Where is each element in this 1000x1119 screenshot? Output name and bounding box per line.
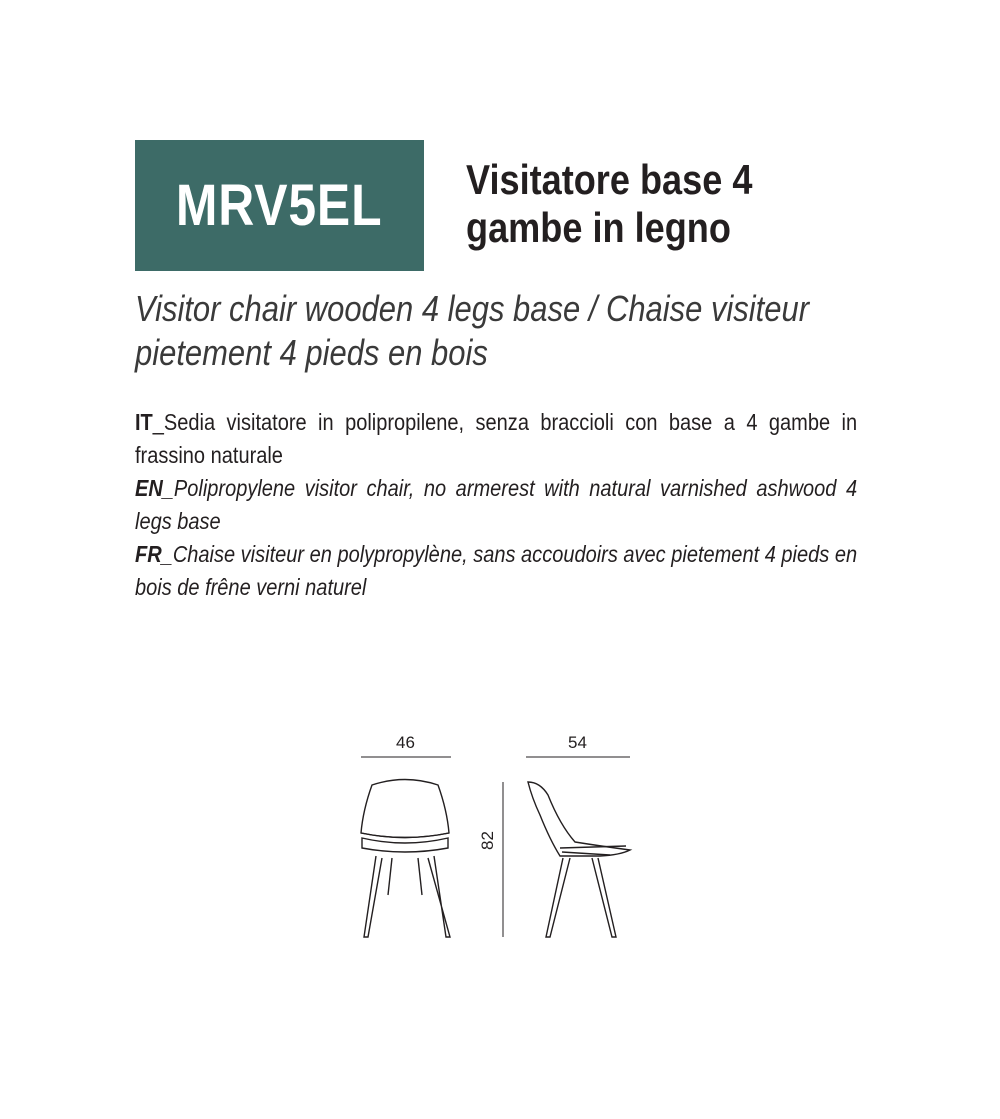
chair-front-view: [361, 780, 450, 938]
dimension-width: 46: [396, 733, 415, 752]
lang-prefix-en: EN: [135, 475, 163, 501]
description-it-text: _Sedia visitatore in polipropilene, senza braccioli con base a 4 gambe in frassino naturale: [135, 409, 858, 468]
chair-side-view: [528, 782, 630, 937]
lang-prefix-it: IT: [135, 409, 153, 435]
dimension-height: 82: [478, 831, 497, 850]
product-subtitle: Visitor chair wooden 4 legs base / Chaise visiteur pietement 4 pieds en bois: [135, 288, 810, 373]
description-en-text: _Polipropylene visitor chair, no armerest with natural varnished ashwood 4 legs base: [135, 475, 858, 534]
product-title-text: Visitatore base 4 gambe in legno: [466, 156, 753, 251]
dimension-depth: 54: [568, 733, 587, 752]
product-code: MRV5EL: [176, 173, 383, 238]
lang-prefix-fr: FR: [135, 541, 162, 567]
description-fr-text: _Chaise visiteur en polypropylène, sans accoudoirs avec pietement 4 pieds en bois de frêne verni naturel: [135, 541, 858, 600]
